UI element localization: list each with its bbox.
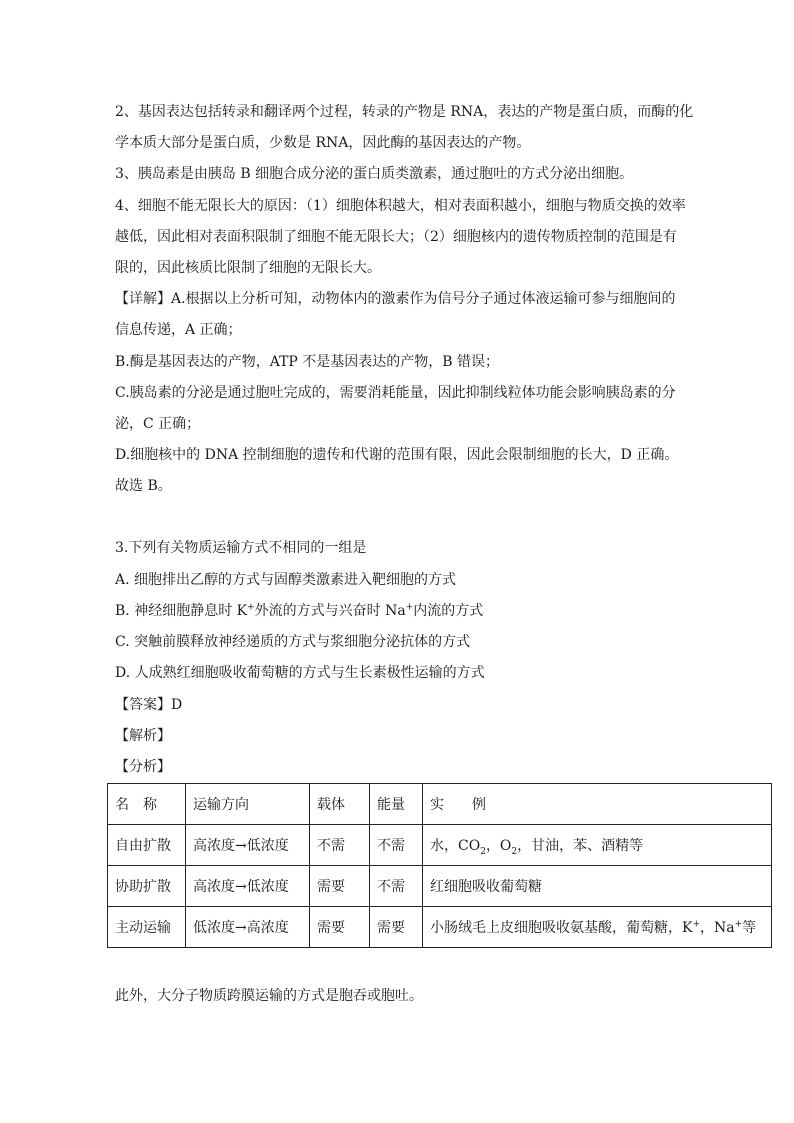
cell-example: [423, 825, 772, 866]
paragraph-gene-expression-2: 学本质大部分是蛋白质，少数是 RNA，因此酶的基因表达的产物。: [115, 135, 531, 151]
header-carrier: 载体: [310, 784, 370, 825]
cell-carrier: 需要: [310, 907, 370, 948]
question-option-d: D. 人成熟红细胞吸收葡萄糖的方式与生长素极性运输的方式: [115, 665, 485, 681]
paragraph-gene-expression-1: 2、基因表达包括转录和翻译两个过程，转录的产物是 RNA，表达的产物是蛋白质，而酶的化: [115, 104, 694, 120]
cell-direction: 低浓度→高浓度: [186, 907, 310, 948]
table-row: [108, 825, 772, 866]
header-direction: 运输方向: [186, 784, 310, 825]
detail-heading-line: 【详解】A.根据以上分析可知，动物体内的激素作为信号分子通过体液运输可参与细胞间的: [115, 291, 676, 307]
sub-analysis-label: 【分析】: [115, 759, 171, 775]
header-name: 名 称: [108, 784, 186, 825]
header-energy: 能量: [370, 784, 423, 825]
cell-carrier: 需要: [310, 866, 370, 907]
cell-name: 自由扩散: [108, 825, 186, 866]
example-part-1: 小肠绒毛上皮细胞吸收氨基酸，葡萄糖，K: [430, 920, 693, 936]
footer-note: 此外，大分子物质跨膜运输的方式是胞吞或胞吐。: [115, 988, 423, 1004]
detail-option-d: D.细胞核中的 DNA 控制细胞的遗传和代谢的范围有限，因此会限制细胞的长大，D 正确。: [115, 447, 679, 463]
paragraph-insulin: 3、胰岛素是由胰岛 B 细胞合成分泌的蛋白质类激素，通过胞吐的方式分泌出细胞。: [115, 166, 634, 182]
table-row: [108, 866, 772, 907]
paragraph-cell-size-1: 4、细胞不能无限长大的原因：（1）细胞体积越大，相对表面积越小，细胞与物质交换的效率: [115, 198, 686, 214]
paragraph-cell-size-2: 越低，因此相对表面积限制了细胞不能无限长大；（2）细胞核内的遗传物质控制的范围是有: [115, 229, 677, 245]
example-part-1: 水，CO: [430, 838, 481, 854]
detail-option-a-cont: 信息传递，A 正确；: [115, 322, 242, 338]
cell-energy: 不需: [370, 825, 423, 866]
question-option-a: A. 细胞排出乙醇的方式与固醇类激素进入靶细胞的方式: [115, 572, 457, 588]
o2-subscript: 2: [511, 846, 518, 857]
table-header-row: [108, 784, 772, 825]
example-part-2: ，O: [485, 838, 512, 854]
cell-direction: 高浓度→低浓度: [186, 866, 310, 907]
sodium-charge: +: [734, 919, 743, 930]
question-stem: 3.下列有关物质运输方式不相同的一组是: [115, 540, 367, 556]
transport-methods-table: [107, 783, 772, 948]
cell-direction: 高浓度→低浓度: [186, 825, 310, 866]
cell-name: 协助扩散: [108, 866, 186, 907]
question-option-b: [115, 601, 675, 621]
potassium-charge: +: [247, 602, 255, 613]
option-b-part-1: B. 神经细胞静息时 K: [115, 603, 248, 619]
header-example: 实 例: [423, 784, 772, 825]
cell-name: 主动运输: [108, 907, 186, 948]
example-part-3: ，甘油，苯、酒精等: [517, 838, 644, 854]
example-part-3: 等: [742, 920, 757, 936]
cell-example: 红细胞吸收葡萄糖: [423, 866, 772, 907]
detail-option-c-1: C.胰岛素的分泌是通过胞吐完成的，需要消耗能量，因此抑制线粒体功能会影响胰岛素的分: [115, 385, 676, 401]
analysis-label: 【解析】: [115, 728, 171, 744]
detail-option-c-2: 泌，C 正确；: [115, 416, 201, 432]
table-row: [108, 907, 772, 948]
potassium-charge: +: [692, 919, 701, 930]
question-option-c: C. 突触前膜释放神经递质的方式与浆细胞分泌抗体的方式: [115, 634, 471, 650]
answer-label: 【答案】D: [115, 697, 183, 713]
paragraph-cell-size-3: 限的，因此核质比限制了细胞的无限长大。: [115, 260, 381, 276]
choose-answer: 故选 B。: [115, 478, 172, 494]
cell-energy: 需要: [370, 907, 423, 948]
option-b-part-3: 内流的方式: [413, 603, 484, 619]
option-b-part-2: 外流的方式与兴奋时 Na: [254, 603, 406, 619]
cell-carrier: 不需: [310, 825, 370, 866]
example-part-2: ，Na: [700, 920, 735, 936]
cell-example: [423, 907, 772, 948]
cell-energy: 不需: [370, 866, 423, 907]
detail-option-b: B.酶是基因表达的产物，ATP 不是基因表达的产物，B 错误；: [115, 354, 500, 370]
co2-subscript: 2: [480, 846, 486, 857]
sodium-charge: +: [405, 602, 414, 613]
